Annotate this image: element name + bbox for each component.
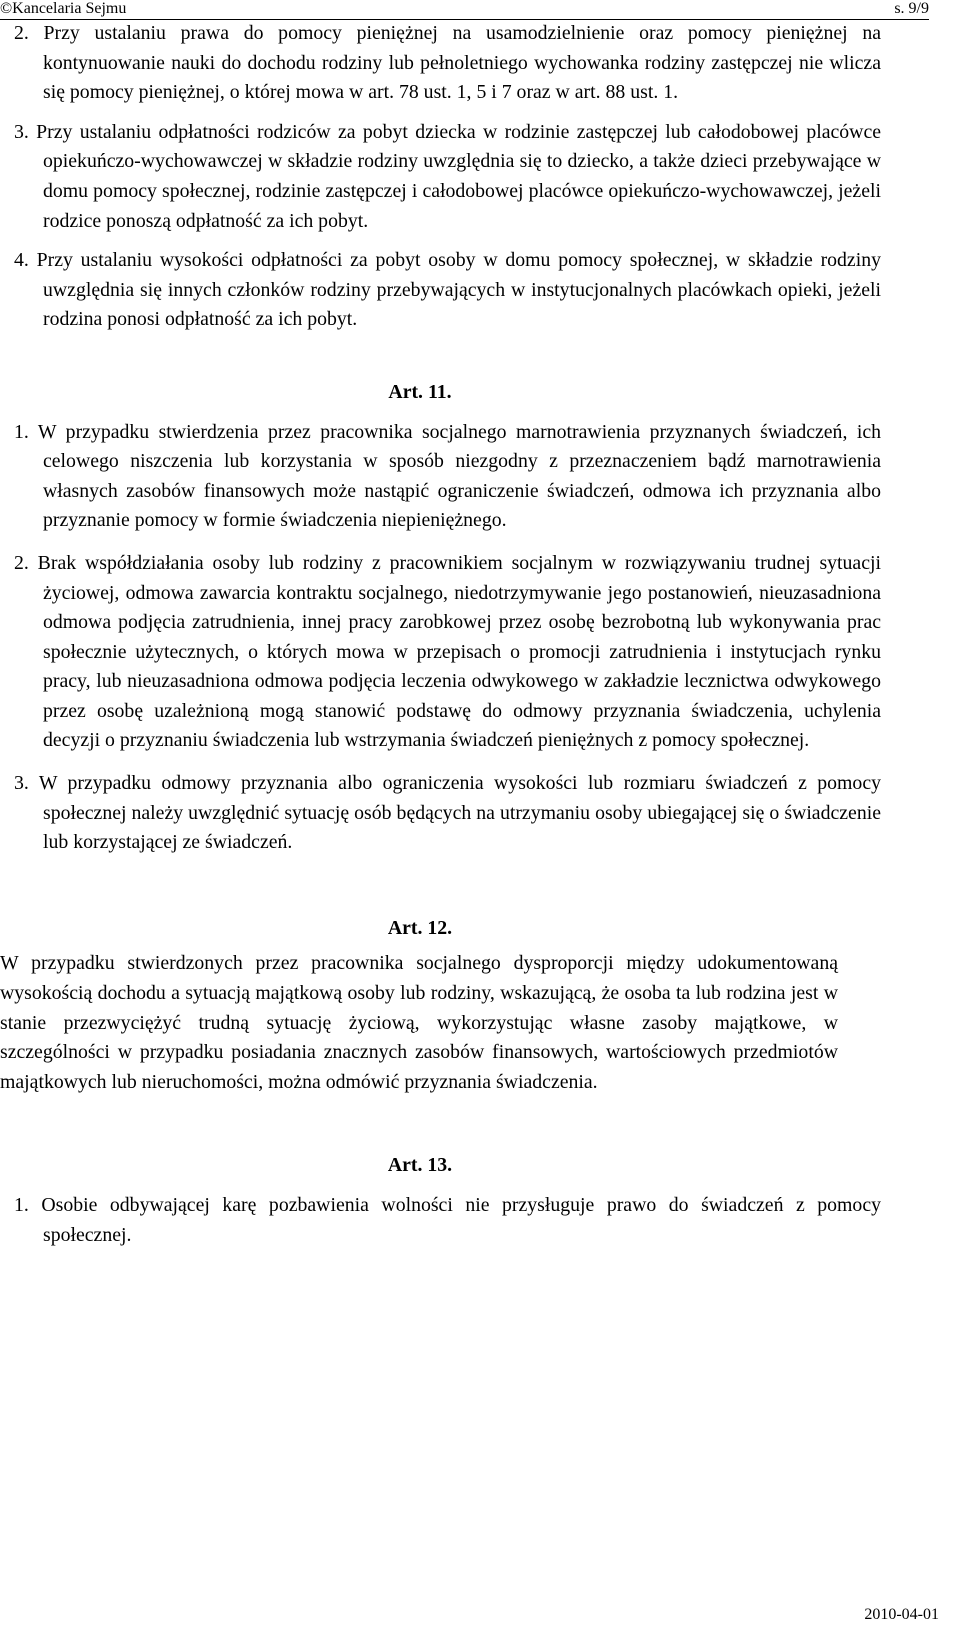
article-13-heading: Art. 13.: [387, 1154, 453, 1177]
article-11-paragraph-3: 3. W przypadku odmowy przyznania albo ograniczenia wysokości lub rozmiaru świadczeń z pomocy społecznej należy uwzględnić sytuację osób będących na utrzymaniu osoby ubiegającej się o świadczenie lub korzystającej ze świadczeń.: [14, 772, 881, 854]
paragraph-3: 3. Przy ustalaniu odpłatności rodziców za pobyt dziecka w rodzinie zastępczej lub całodobowej placówce opiekuńczo-wychowawczej w składzie rodziny uwzględnia się to dziecko, a także dzieci przebywające w domu pomocy społecznej, rodzinie zastępczej i całodobowej placówce opiekuńczo-wychowawczej, jeżeli rodzice ponoszą odpłatność za ich pobyt.: [14, 120, 881, 232]
article-12-heading: Art. 12.: [387, 916, 453, 939]
document-body: [0, 19, 929, 1250]
article-11-heading: Art. 11.: [388, 380, 452, 403]
article-11-paragraph-2: 2. Brak współdziałania osoby lub rodziny z pracownikiem socjalnym w rozwiązywaniu trudnej sytuacji życiowej, odmowa zawarcia kontraktu socjalnego, niedotrzymywanie jego postanowień, nieuzasadniona odmowa podjęcia zatrudnienia, innej pracy zarobkowej przez osobę bezrobotną lub wykonywania prac społecznie użytecznych, o których mowa w przepisach o promocji zatrudnienia i instytucjach rynku pracy, lub nieuzasadniona odmowa podjęcia leczenia odwykowego w zakładzie lecznictwa odwykowego przez osobę uzależnioną mogą stanowić podstawę do odmowy przyznania świadczenia, uchylenia decyzji o przyznaniu świadczenia lub wstrzymania świadczeń pieniężnych z pomocy społecznej.: [14, 551, 881, 752]
article-11-paragraph-1: 1. W przypadku stwierdzenia przez pracownika socjalnego marnotrawienia przyznanych świadczeń, ich celowego niszczenia lub korzystania w sposób niezgodny z przeznaczeniem bądź marnotrawienia własnych zasobów finansowych może nastąpić ograniczenie świadczeń, odmowa ich przyznania albo przyznanie pomocy w formie świadczenia niepieniężnego.: [14, 420, 881, 532]
page-number: s. 9/9: [894, 0, 929, 17]
header-source: ©Kancelaria Sejmu: [0, 0, 127, 17]
page-header: [0, 0, 929, 20]
paragraph-2: 2. Przy ustalaniu prawa do pomocy pieniężnej na usamodzielnienie oraz pomocy pieniężnej na kontynuowanie nauki do dochodu rodziny lub pełnoletniego wychowanka rodziny zastępczej nie wlicza się pomocy pieniężnej, o której mowa w art. 78 ust. 1, 5 i 7 oraz w art. 88 ust. 1.: [14, 22, 881, 104]
paragraph-4: 4. Przy ustalaniu wysokości odpłatności za pobyt osoby w domu pomocy społecznej, w składzie rodziny uwzględnia się innych członków rodziny przebywających w instytucjonalnych placówkach opieki, jeżeli rodzina ponosi odpłatność za ich pobyt.: [14, 249, 881, 331]
document-date: 2010-04-01: [864, 1606, 939, 1623]
article-13-paragraph-1: 1. Osobie odbywającej karę pozbawienia wolności nie przysługuje prawo do świadczeń z pomocy społecznej.: [14, 1194, 881, 1246]
article-12-body: W przypadku stwierdzonych przez pracownika socjalnego dysproporcji między udokumentowaną wysokością dochodu a sytuacją majątkową osoby lub rodziny, wskazującą, że osoba ta lub rodzina jest w stanie przezwyciężyć trudną sytuację życiową, wykorzystując własne zasoby majątkowe, w szczególności w przypadku posiadania znacznych zasobów finansowych, wartościowych przedmiotów majątkowych lub nieruchomości, można odmówić przyznania świadczenia.: [0, 952, 838, 1093]
